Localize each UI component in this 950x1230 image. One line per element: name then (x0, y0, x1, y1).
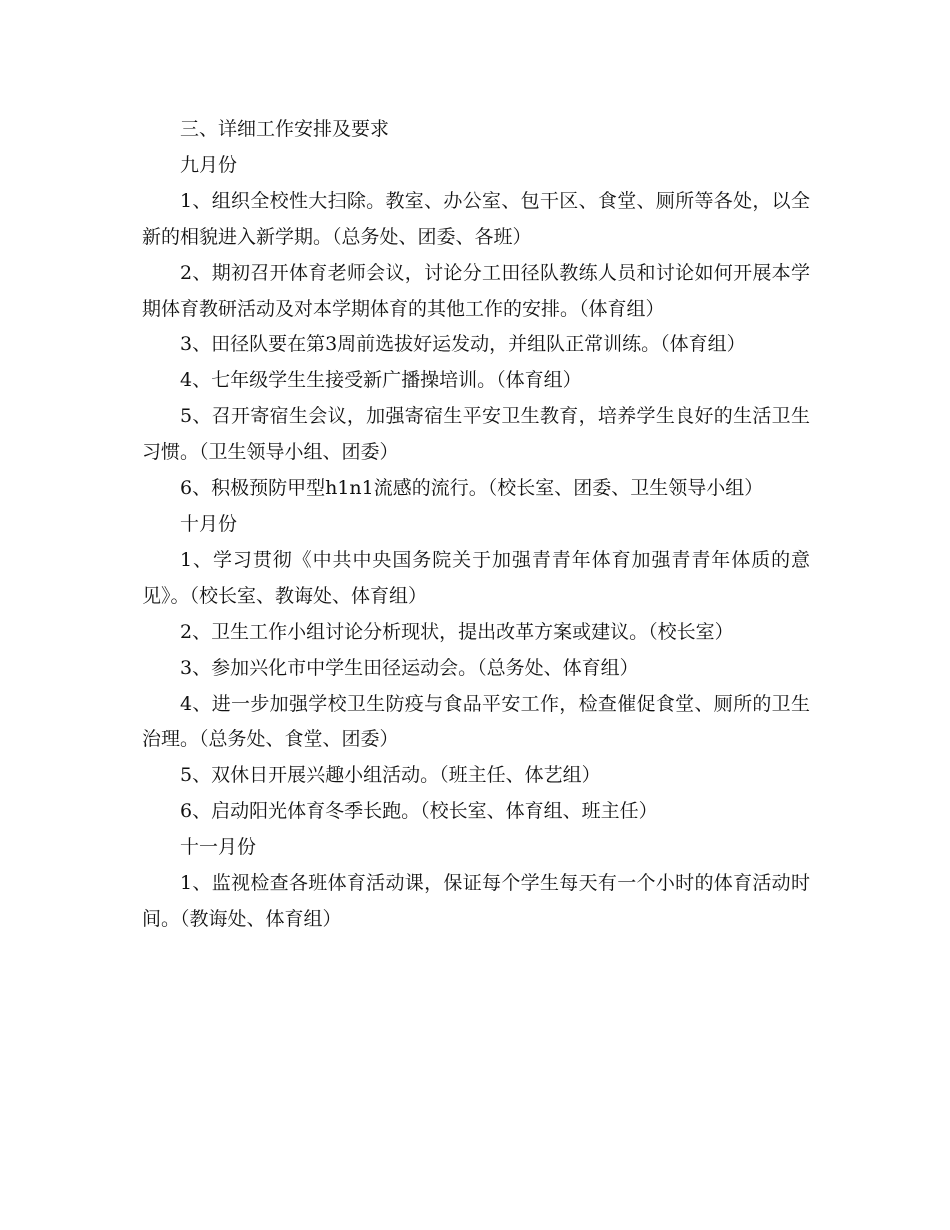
paragraph: 5、召开寄宿生会议，加强寄宿生平安卫生教育，培养学生良好的生活卫生习惯。（卫生领导小组、团委） (142, 405, 810, 464)
paragraph: 1、组织全校性大扫除。教室、办公室、包干区、食堂、厕所等各处，以全新的相貌进入新学期。（总务处、团委、各班） (142, 189, 810, 248)
section-heading: 三、详细工作安排及要求 (180, 118, 390, 140)
paragraph: 3、参加兴化市中学生田径运动会。（总务处、体育组） (180, 656, 639, 679)
paragraph: 5、双休日开展兴趣小组活动。（班主任、体艺组） (180, 764, 601, 787)
paragraph: 6、启动阳光体育冬季长跑。（校长室、体育组、班主任） (180, 800, 658, 823)
month-heading-september: 九月份 (180, 153, 238, 176)
paragraph: 6、积极预防甲型h1n1流感的流行。（校长室、团委、卫生领导小组） (180, 477, 764, 500)
paragraph: 2、卫生工作小组讨论分析现状，提出改革方案或建议。（校长室） (180, 620, 734, 643)
paragraph: 4、进一步加强学校卫生防疫与食品平安工作，检查催促食堂、厕所的卫生治理。（总务处、食堂、团委） (142, 692, 810, 751)
paragraph: 4、七年级学生生接受新广播操培训。（体育组） (180, 369, 582, 392)
paragraph: 1、学习贯彻《中共中央国务院关于加强青青年体育加强青青年体质的意见》。（校长室、教诲处、体育组） (142, 548, 810, 607)
paragraph: 1、监视检查各班体育活动课，保证每个学生每天有一个小时的体育活动时间。（教诲处、体育组） (142, 872, 810, 930)
document-page (142, 112, 810, 938)
month-heading-november: 十一月份 (180, 836, 257, 859)
month-heading-october: 十月份 (180, 512, 238, 535)
paragraph: 2、期初召开体育老师会议，讨论分工田径队教练人员和讨论如何开展本学期体育教研活动及对本学期体育的其他工作的安排。（体育组） (142, 261, 810, 320)
paragraph: 3、田径队要在第3周前选拔好运发动，并组队正常训练。（体育组） (180, 333, 746, 356)
